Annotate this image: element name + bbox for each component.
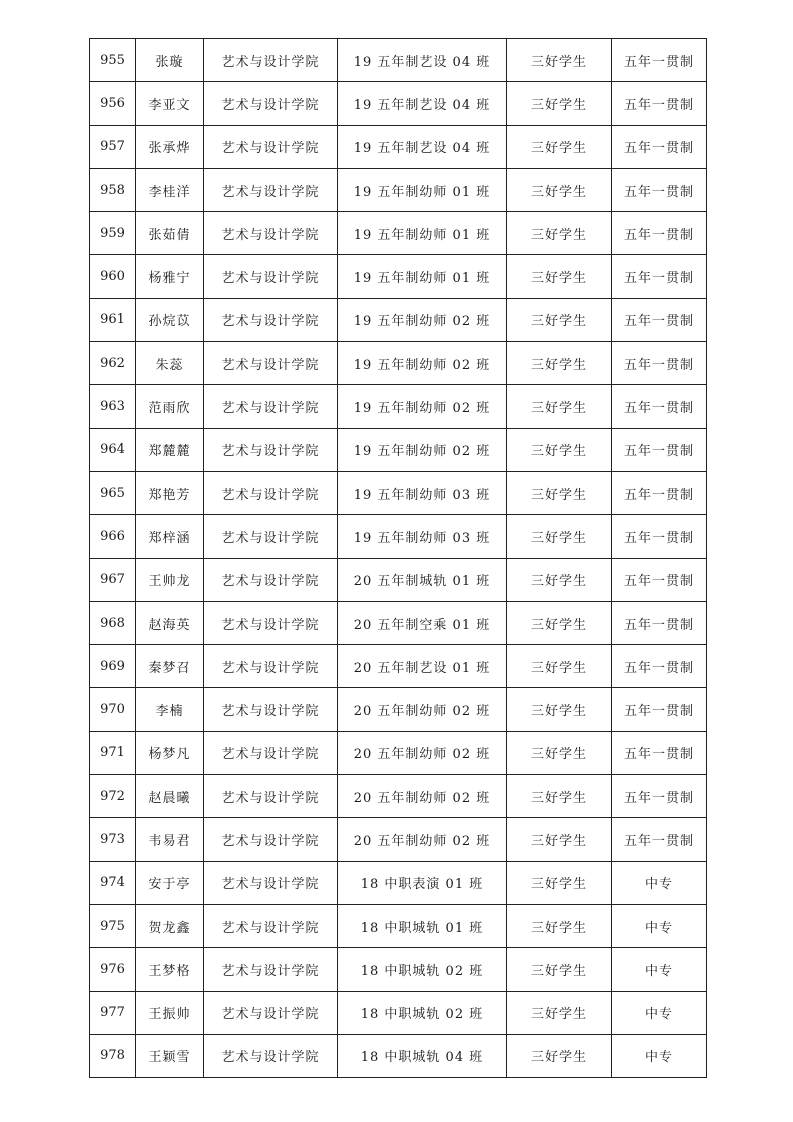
student-name-cell: 张璇 bbox=[136, 39, 204, 82]
program-type-cell: 中专 bbox=[612, 948, 707, 991]
student-name-cell: 赵晨曦 bbox=[136, 775, 204, 818]
program-type-cell: 五年一贯制 bbox=[612, 168, 707, 211]
program-type-cell: 中专 bbox=[612, 904, 707, 947]
college-cell: 艺术与设计学院 bbox=[204, 212, 338, 255]
table-row bbox=[90, 731, 707, 774]
student-name-cell: 王振帅 bbox=[136, 991, 204, 1034]
honor-cell: 三好学生 bbox=[507, 731, 612, 774]
student-name-cell: 王颖雪 bbox=[136, 1034, 204, 1077]
honor-cell: 三好学生 bbox=[507, 515, 612, 558]
honor-cell: 三好学生 bbox=[507, 385, 612, 428]
table-row bbox=[90, 82, 707, 125]
college-cell: 艺术与设计学院 bbox=[204, 731, 338, 774]
program-type-cell: 五年一贯制 bbox=[612, 39, 707, 82]
honor-cell: 三好学生 bbox=[507, 471, 612, 514]
program-type-cell: 五年一贯制 bbox=[612, 255, 707, 298]
honor-cell: 三好学生 bbox=[507, 298, 612, 341]
serial-number-cell: 978 bbox=[90, 1034, 136, 1077]
student-name-cell: 郑麓麓 bbox=[136, 428, 204, 471]
class-cell: 19 五年制艺设 04 班 bbox=[338, 125, 507, 168]
student-name-cell: 杨雅宁 bbox=[136, 255, 204, 298]
class-cell: 18 中职城轨 01 班 bbox=[338, 904, 507, 947]
student-name-cell: 孙烷苡 bbox=[136, 298, 204, 341]
table-row bbox=[90, 601, 707, 644]
serial-number-cell: 973 bbox=[90, 818, 136, 861]
serial-number-cell: 972 bbox=[90, 775, 136, 818]
college-cell: 艺术与设计学院 bbox=[204, 82, 338, 125]
class-cell: 19 五年制幼师 02 班 bbox=[338, 298, 507, 341]
table-row bbox=[90, 298, 707, 341]
table-row bbox=[90, 342, 707, 385]
table-row bbox=[90, 255, 707, 298]
table-row bbox=[90, 904, 707, 947]
serial-number-cell: 963 bbox=[90, 385, 136, 428]
student-name-cell: 郑艳芳 bbox=[136, 471, 204, 514]
class-cell: 18 中职城轨 04 班 bbox=[338, 1034, 507, 1077]
student-name-cell: 王帅龙 bbox=[136, 558, 204, 601]
class-cell: 19 五年制幼师 01 班 bbox=[338, 212, 507, 255]
table-row bbox=[90, 515, 707, 558]
college-cell: 艺术与设计学院 bbox=[204, 298, 338, 341]
student-name-cell: 范雨欣 bbox=[136, 385, 204, 428]
class-cell: 18 中职城轨 02 班 bbox=[338, 991, 507, 1034]
college-cell: 艺术与设计学院 bbox=[204, 601, 338, 644]
student-name-cell: 张承烨 bbox=[136, 125, 204, 168]
college-cell: 艺术与设计学院 bbox=[204, 471, 338, 514]
college-cell: 艺术与设计学院 bbox=[204, 948, 338, 991]
program-type-cell: 五年一贯制 bbox=[612, 385, 707, 428]
table-row bbox=[90, 471, 707, 514]
college-cell: 艺术与设计学院 bbox=[204, 428, 338, 471]
student-name-cell: 朱蕊 bbox=[136, 342, 204, 385]
class-cell: 20 五年制幼师 02 班 bbox=[338, 688, 507, 731]
student-name-cell: 赵海英 bbox=[136, 601, 204, 644]
honor-cell: 三好学生 bbox=[507, 688, 612, 731]
class-cell: 19 五年制幼师 03 班 bbox=[338, 471, 507, 514]
student-name-cell: 秦梦召 bbox=[136, 645, 204, 688]
class-cell: 19 五年制幼师 01 班 bbox=[338, 255, 507, 298]
award-list-page bbox=[89, 38, 706, 1078]
program-type-cell: 五年一贯制 bbox=[612, 82, 707, 125]
honor-cell: 三好学生 bbox=[507, 342, 612, 385]
program-type-cell: 五年一贯制 bbox=[612, 212, 707, 255]
student-name-cell: 郑梓涵 bbox=[136, 515, 204, 558]
honor-cell: 三好学生 bbox=[507, 818, 612, 861]
program-type-cell: 五年一贯制 bbox=[612, 125, 707, 168]
table-row bbox=[90, 168, 707, 211]
class-cell: 19 五年制幼师 02 班 bbox=[338, 428, 507, 471]
class-cell: 19 五年制幼师 03 班 bbox=[338, 515, 507, 558]
honor-cell: 三好学生 bbox=[507, 1034, 612, 1077]
honor-cell: 三好学生 bbox=[507, 125, 612, 168]
honor-cell: 三好学生 bbox=[507, 82, 612, 125]
honor-cell: 三好学生 bbox=[507, 428, 612, 471]
honor-cell: 三好学生 bbox=[507, 948, 612, 991]
college-cell: 艺术与设计学院 bbox=[204, 385, 338, 428]
table-row bbox=[90, 1034, 707, 1077]
college-cell: 艺术与设计学院 bbox=[204, 1034, 338, 1077]
college-cell: 艺术与设计学院 bbox=[204, 125, 338, 168]
award-table-body bbox=[90, 39, 707, 1078]
program-type-cell: 五年一贯制 bbox=[612, 645, 707, 688]
table-row bbox=[90, 775, 707, 818]
serial-number-cell: 957 bbox=[90, 125, 136, 168]
serial-number-cell: 961 bbox=[90, 298, 136, 341]
serial-number-cell: 955 bbox=[90, 39, 136, 82]
program-type-cell: 五年一贯制 bbox=[612, 558, 707, 601]
serial-number-cell: 977 bbox=[90, 991, 136, 1034]
table-row bbox=[90, 428, 707, 471]
table-row bbox=[90, 991, 707, 1034]
serial-number-cell: 968 bbox=[90, 601, 136, 644]
honor-cell: 三好学生 bbox=[507, 168, 612, 211]
table-row bbox=[90, 948, 707, 991]
award-table bbox=[89, 38, 707, 1078]
program-type-cell: 五年一贯制 bbox=[612, 601, 707, 644]
class-cell: 19 五年制幼师 02 班 bbox=[338, 342, 507, 385]
serial-number-cell: 964 bbox=[90, 428, 136, 471]
serial-number-cell: 974 bbox=[90, 861, 136, 904]
program-type-cell: 中专 bbox=[612, 991, 707, 1034]
student-name-cell: 贺龙鑫 bbox=[136, 904, 204, 947]
class-cell: 19 五年制幼师 01 班 bbox=[338, 168, 507, 211]
college-cell: 艺术与设计学院 bbox=[204, 255, 338, 298]
class-cell: 18 中职表演 01 班 bbox=[338, 861, 507, 904]
program-type-cell: 中专 bbox=[612, 1034, 707, 1077]
serial-number-cell: 975 bbox=[90, 904, 136, 947]
student-name-cell: 韦易君 bbox=[136, 818, 204, 861]
class-cell: 19 五年制艺设 04 班 bbox=[338, 39, 507, 82]
class-cell: 20 五年制艺设 01 班 bbox=[338, 645, 507, 688]
college-cell: 艺术与设计学院 bbox=[204, 39, 338, 82]
class-cell: 20 五年制城轨 01 班 bbox=[338, 558, 507, 601]
class-cell: 20 五年制幼师 02 班 bbox=[338, 731, 507, 774]
honor-cell: 三好学生 bbox=[507, 212, 612, 255]
honor-cell: 三好学生 bbox=[507, 558, 612, 601]
program-type-cell: 五年一贯制 bbox=[612, 515, 707, 558]
student-name-cell: 王梦格 bbox=[136, 948, 204, 991]
table-row bbox=[90, 558, 707, 601]
program-type-cell: 五年一贯制 bbox=[612, 471, 707, 514]
program-type-cell: 五年一贯制 bbox=[612, 298, 707, 341]
honor-cell: 三好学生 bbox=[507, 775, 612, 818]
student-name-cell: 杨梦凡 bbox=[136, 731, 204, 774]
student-name-cell: 李桂洋 bbox=[136, 168, 204, 211]
program-type-cell: 中专 bbox=[612, 861, 707, 904]
honor-cell: 三好学生 bbox=[507, 991, 612, 1034]
program-type-cell: 五年一贯制 bbox=[612, 428, 707, 471]
class-cell: 19 五年制幼师 02 班 bbox=[338, 385, 507, 428]
program-type-cell: 五年一贯制 bbox=[612, 775, 707, 818]
honor-cell: 三好学生 bbox=[507, 861, 612, 904]
table-row bbox=[90, 39, 707, 82]
serial-number-cell: 956 bbox=[90, 82, 136, 125]
class-cell: 20 五年制空乘 01 班 bbox=[338, 601, 507, 644]
serial-number-cell: 970 bbox=[90, 688, 136, 731]
student-name-cell: 张茹倩 bbox=[136, 212, 204, 255]
program-type-cell: 五年一贯制 bbox=[612, 342, 707, 385]
class-cell: 20 五年制幼师 02 班 bbox=[338, 818, 507, 861]
college-cell: 艺术与设计学院 bbox=[204, 168, 338, 211]
table-row bbox=[90, 645, 707, 688]
college-cell: 艺术与设计学院 bbox=[204, 991, 338, 1034]
college-cell: 艺术与设计学院 bbox=[204, 645, 338, 688]
table-row bbox=[90, 212, 707, 255]
college-cell: 艺术与设计学院 bbox=[204, 558, 338, 601]
table-row bbox=[90, 125, 707, 168]
college-cell: 艺术与设计学院 bbox=[204, 688, 338, 731]
college-cell: 艺术与设计学院 bbox=[204, 904, 338, 947]
serial-number-cell: 962 bbox=[90, 342, 136, 385]
table-row bbox=[90, 818, 707, 861]
serial-number-cell: 965 bbox=[90, 471, 136, 514]
honor-cell: 三好学生 bbox=[507, 601, 612, 644]
class-cell: 18 中职城轨 02 班 bbox=[338, 948, 507, 991]
table-row bbox=[90, 385, 707, 428]
table-row bbox=[90, 861, 707, 904]
class-cell: 19 五年制艺设 04 班 bbox=[338, 82, 507, 125]
serial-number-cell: 959 bbox=[90, 212, 136, 255]
college-cell: 艺术与设计学院 bbox=[204, 775, 338, 818]
college-cell: 艺术与设计学院 bbox=[204, 861, 338, 904]
student-name-cell: 李亚文 bbox=[136, 82, 204, 125]
serial-number-cell: 976 bbox=[90, 948, 136, 991]
student-name-cell: 李楠 bbox=[136, 688, 204, 731]
serial-number-cell: 971 bbox=[90, 731, 136, 774]
table-row bbox=[90, 688, 707, 731]
serial-number-cell: 969 bbox=[90, 645, 136, 688]
honor-cell: 三好学生 bbox=[507, 645, 612, 688]
program-type-cell: 五年一贯制 bbox=[612, 731, 707, 774]
serial-number-cell: 966 bbox=[90, 515, 136, 558]
college-cell: 艺术与设计学院 bbox=[204, 342, 338, 385]
college-cell: 艺术与设计学院 bbox=[204, 818, 338, 861]
serial-number-cell: 960 bbox=[90, 255, 136, 298]
serial-number-cell: 967 bbox=[90, 558, 136, 601]
program-type-cell: 五年一贯制 bbox=[612, 688, 707, 731]
program-type-cell: 五年一贯制 bbox=[612, 818, 707, 861]
honor-cell: 三好学生 bbox=[507, 255, 612, 298]
honor-cell: 三好学生 bbox=[507, 39, 612, 82]
serial-number-cell: 958 bbox=[90, 168, 136, 211]
honor-cell: 三好学生 bbox=[507, 904, 612, 947]
college-cell: 艺术与设计学院 bbox=[204, 515, 338, 558]
class-cell: 20 五年制幼师 02 班 bbox=[338, 775, 507, 818]
student-name-cell: 安于亭 bbox=[136, 861, 204, 904]
